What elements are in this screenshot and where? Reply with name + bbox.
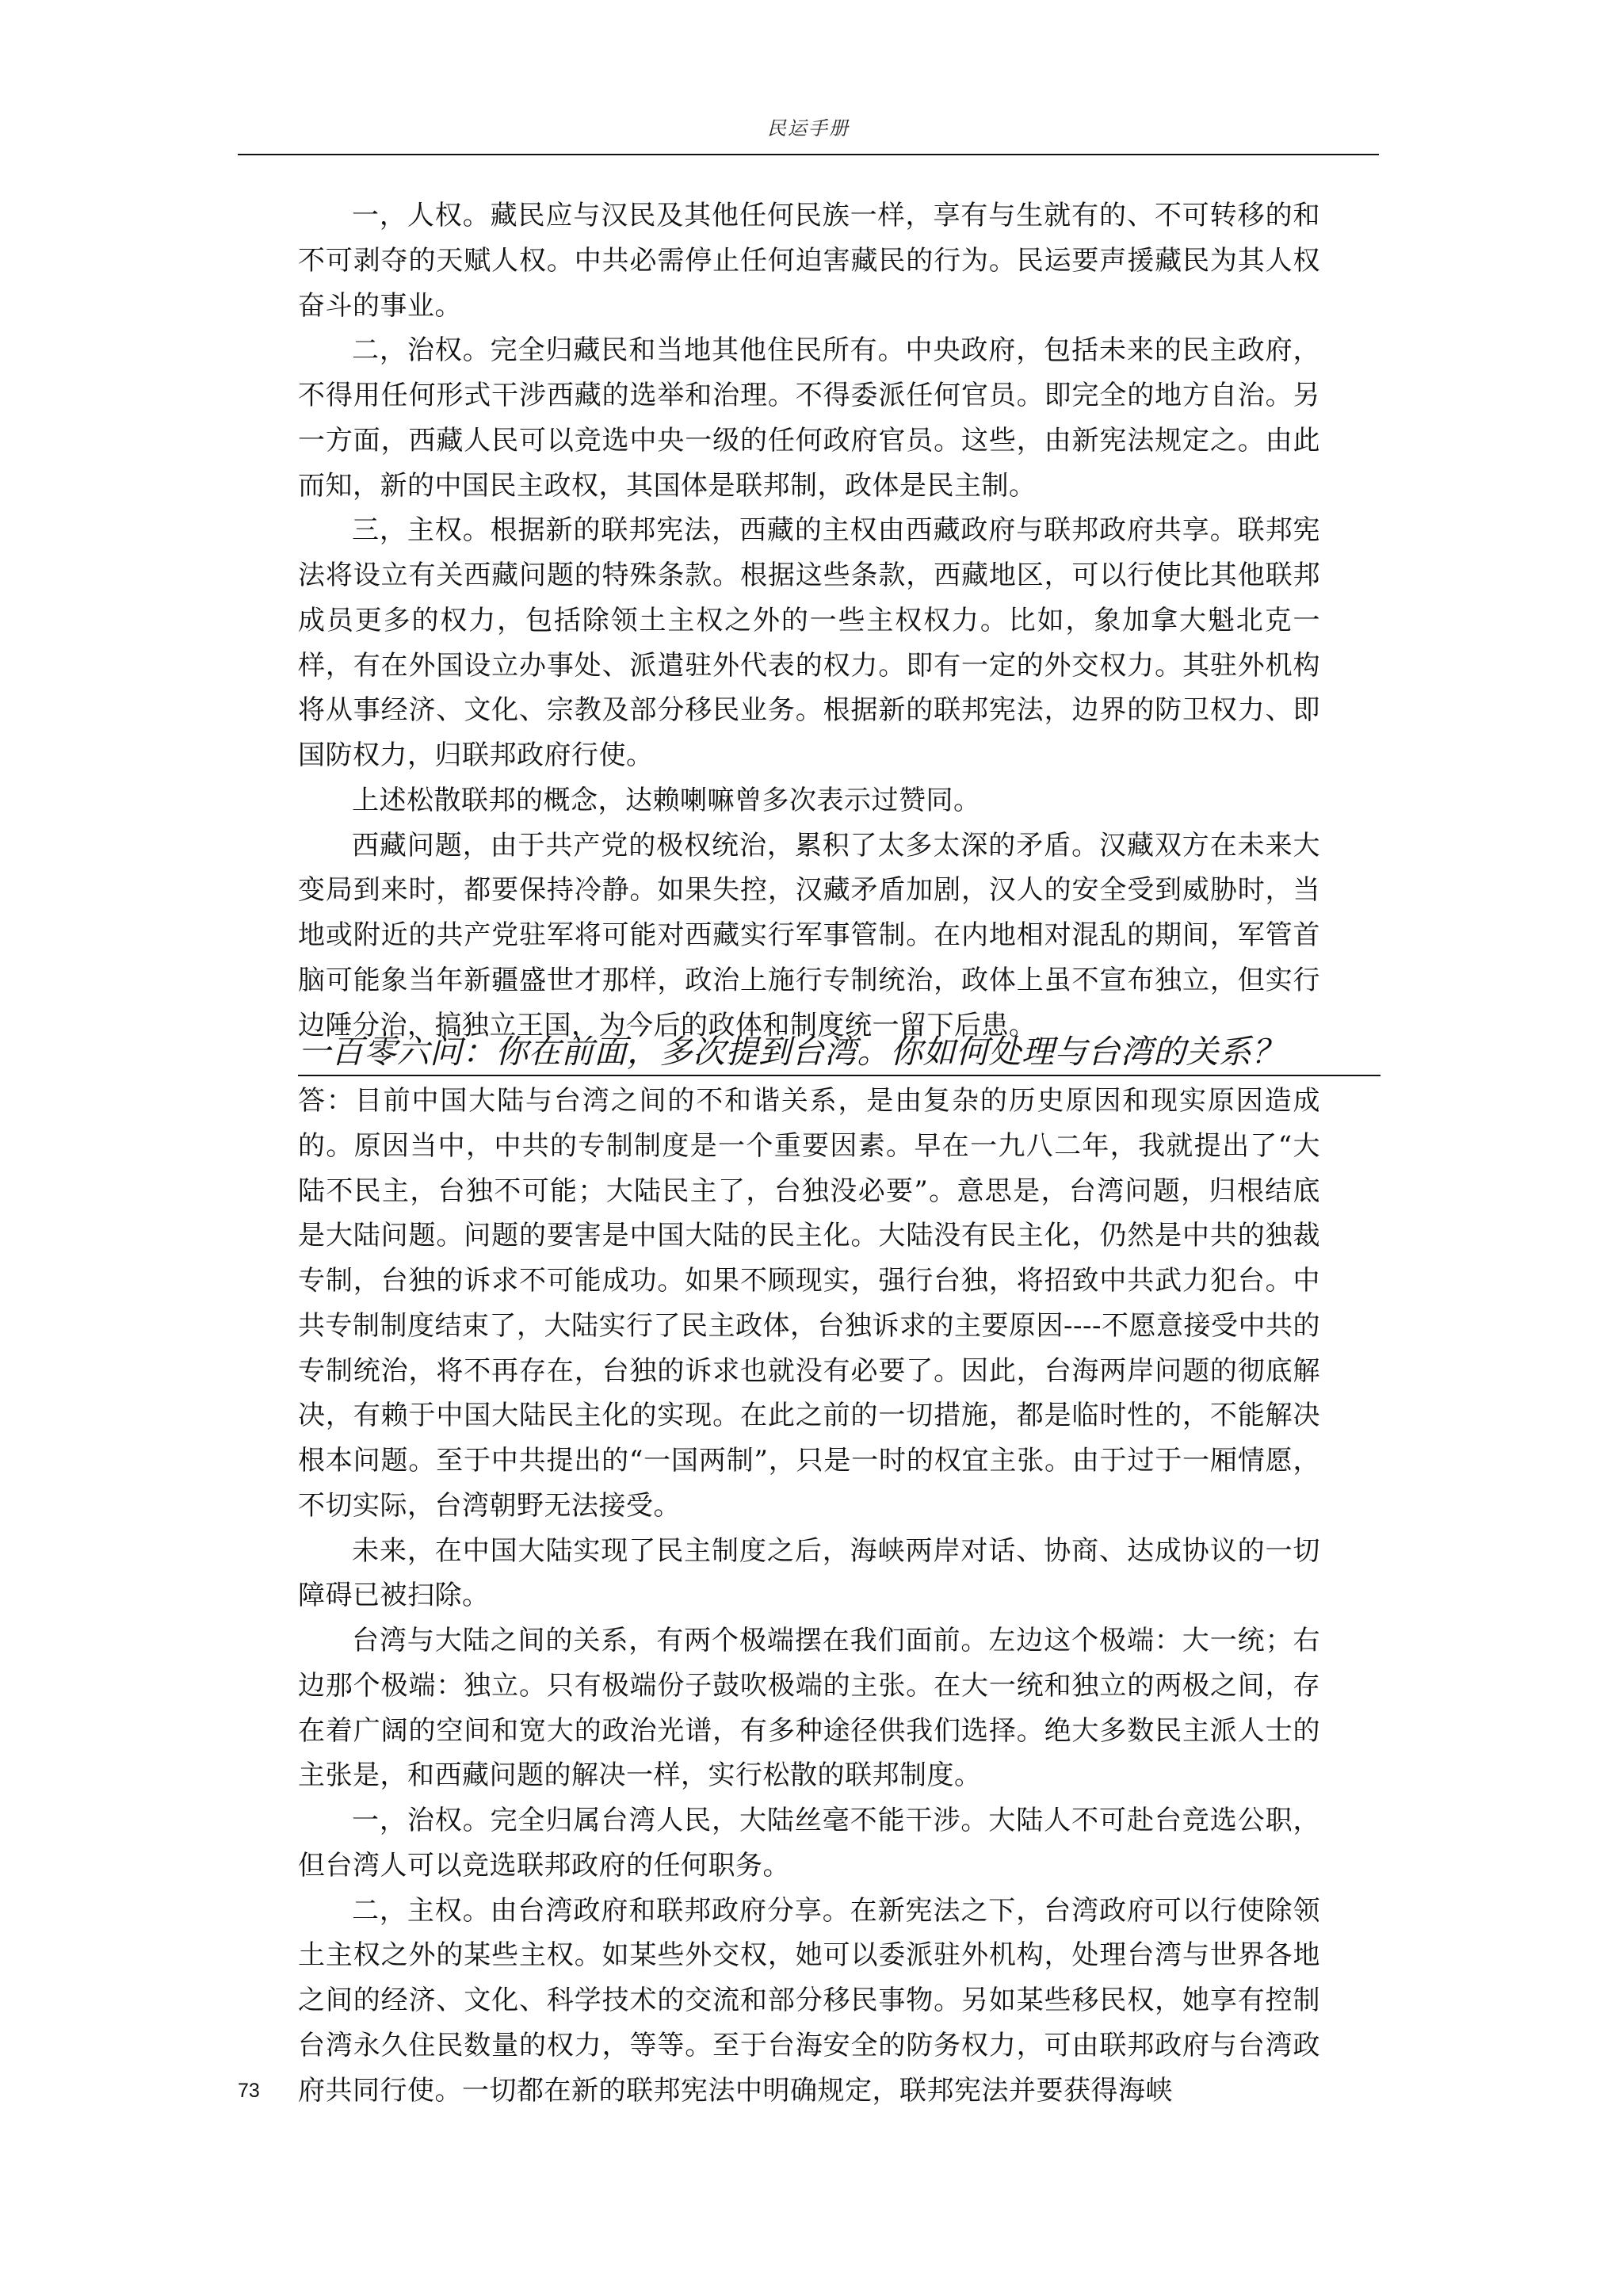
paragraph-dalai-lama: 上述松散联邦的概念，达赖喇嘛曾多次表示过赞同。 [352, 784, 981, 816]
paragraph-tibet-issue: 西藏问题，由于共产党的极权统治，累积了太多太深的矛盾。汉藏双方在未来大变局到来时，都要保持冷静。如果失控，汉藏矛盾加剧，汉人的安全受到威胁时，当地或附近的共产党驻军将可能对西藏实行军事管制。在内地相对混乱的期间，军管首脑可能象当年新疆盛世才那样，政治上施行专制统治，政体上虽不宣布独立，但实行边陲分治，搞独立王国，为今后的政体和制度统一留下后患。 [298, 829, 1320, 1041]
taiwan-section [298, 1079, 1320, 2113]
paragraph-human-rights: 一，人权。藏民应与汉民及其他任何民族一样，享有与生就有的、不可转移的和不可剥夺的天赋人权。中共必需停止任何迫害藏民的行为。民运要声援藏民为其人权奋斗的事业。 [298, 200, 1320, 322]
paragraph-future: 未来，在中国大陆实现了民主制度之后，海峡两岸对话、协商、达成协议的一切障碍已被扫除。 [298, 1534, 1320, 1612]
paragraph-two-extremes: 台湾与大陆之间的关系，有两个极端摆在我们面前。左边这个极端：大一统；右边那个极端：独立。只有极端份子鼓吹极端的主张。在大一统和独立的两极之间，存在着广阔的空间和宽大的政治光谱，有多种途径供我们选择。绝大多数民主派人士的主张是，和西藏问题的解决一样，实行松散的联邦制度。 [298, 1625, 1320, 1792]
answer-paragraph: 答：目前中国大陆与台湾之间的不和谐关系，是由复杂的历史原因和现实原因造成的。原因当中，中共的专制制度是一个重要因素。早在一九八二年，我就提出了“大陆不民主，台独不可能；大陆民主了，台独没必要”。意思是，台湾问题，归根结底是大陆问题。问题的要害是中国大陆的民主化。大陆没有民主化，仍然是中共的独裁专制，台独的诉求不可能成功。如果不顾现实，强行台独，将招致中共武力犯台。中共专制制度结束了，大陆实行了民主政体，台独诉求的主要原因----不愿意接受中共的专制统治，将不再存在，台独的诉求也就没有必要了。因此，台海两岸问题的彻底解决，有赖于中国大陆民主化的实现。在此之前的一切措施，都是临时性的，不能解决根本问题。至于中共提出的“一国两制”，只是一时的权宜主张。由于过于一厢情愿，不切实际，台湾朝野无法接受。 [298, 1085, 1320, 1522]
running-head-title: 民运手册 [767, 117, 850, 139]
question-heading [298, 1031, 1381, 1076]
paragraph-governance: 二，治权。完全归藏民和当地其他住民所有。中央政府，包括未来的民主政府，不得用任何形式干涉西藏的选举和治理。不得委派任何官员。即完全的地方自治。另一方面，西藏人民可以竞选中央一级的任何政府官员。这些，由新宪法规定之。由此而知，新的中国民主政权，其国体是联邦制，政体是民主制。 [298, 334, 1320, 502]
header-rule [238, 154, 1379, 155]
tibet-section [298, 193, 1320, 1048]
page-number: 73 [238, 2080, 260, 2102]
paragraph-taiwan-governance: 一，治权。完全归属台湾人民，大陆丝毫不能干涉。大陆人不可赴台竞选公职，但台湾人可以竞选联邦政府的任何职务。 [298, 1805, 1320, 1881]
paragraph-sovereignty: 三，主权。根据新的联邦宪法，西藏的主权由西藏政府与联邦政府共享。联邦宪法将设立有关西藏问题的特殊条款。根据这些条款，西藏地区，可以行使比其他联邦成员更多的权力，包括除领土主权之外的一些主权权力。比如，象加拿大魁北克一样，有在外国设立办事处、派遣驻外代表的权力。即有一定的外交权力。其驻外机构将从事经济、文化、宗教及部分移民业务。根据新的联邦宪法，边界的防卫权力、即国防权力，归联邦政府行使。 [298, 514, 1320, 771]
question-heading-text: 一百零六问：你在前面，多次提到台湾。你如何处理与台湾的关系？ [298, 1033, 1285, 1071]
paragraph-taiwan-sovereignty: 二，主权。由台湾政府和联邦政府分享。在新宪法之下，台湾政府可以行使除领土主权之外的某些主权。如某些外交权，她可以委派驻外机构，处理台湾与世界各地之间的经济、文化、科学技术的交流和部分移民事物。另如某些移民权，她享有控制台湾永久住民数量的权力，等等。至于台海安全的防务权力，可由联邦政府与台湾政府共同行使。一切都在新的联邦宪法中明确规定，联邦宪法并要获得海峡 [298, 1894, 1320, 2107]
